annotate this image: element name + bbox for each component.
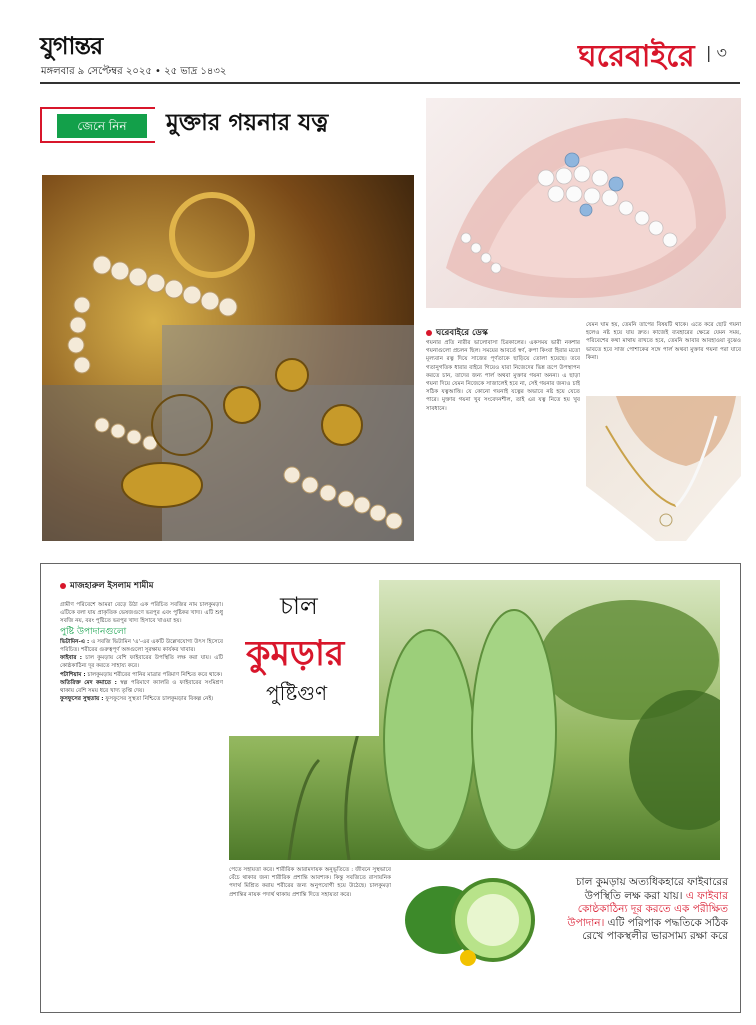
nutrient-label: অতিরিক্ত মেদ কমাতে :	[60, 679, 117, 686]
nutrient-text: ফুসফুসের সুস্থতা নিশ্চিতে চালকুমড়ার বিকল্প নেই।	[105, 696, 214, 703]
article-column-3: পেতে সহায়তা করে। শারীরিক আরামদায়ক অনুভূতিতে : জীবনে সুস্থভাবে বেঁচে থাকার জন্য শারীরিক প্রশান্তি আবশ্যক। কিন্তু সবজিতে রাসায়নিক পদার্থ মিশ্রিত করায় শরীরের জন্য অনুপযোগী হয়ে উঠেছে। চালকুমড়া প্রশান্তির নায়ক পদার্থ থাকায় প্রশান্তি দিতে সহায়তা করে।	[229, 867, 391, 898]
bullet-icon	[60, 583, 66, 589]
article-headline: মুক্তার গয়নার যত্ন	[166, 109, 329, 136]
article-column-1: গয়নার প্রতি নারীর ভালোবাসা চিরকালের। একসময় ভারী নকশার গয়নাগুলো প্রচলন ছিল। সময়ের আবর্তে স্বর্ণ, রুপা কিংবা হিরার মতো মূল্যবান রত্ন দিয়ে সাজের পূর্ণতাকে ছাড়িয়ে তোলা হয়েছে। তবে গতানুগতিক ধারার বাইরে গিয়েও যারা নিজেদের ভিন্ন রূপে উপস্থাপন করতে চান, তাদের জন্য পার্ল অথবা মুক্তার গয়না অনন্য। এ ছাড়া গয়না দিয়ে যেমন নিজেকে সাজালেই হবে না, সেই গয়নার জন্যও চাই সঠিক যত্নআত্তি। যে কোনো গয়নাই যত্নের অভাবে নষ্ট হয়ে যেতে পারে। মুক্তার গয়না খুব সংবেদনশীল, তাই এর যত্ন নিতে হয় খুব সাবধানে।	[426, 340, 580, 412]
bullet-icon	[426, 330, 432, 336]
jewelry-box-photo	[42, 175, 414, 541]
byline	[426, 326, 488, 340]
pull-quote	[548, 876, 728, 944]
subheading: পুষ্টি উপাদানগুলো	[60, 626, 127, 637]
byline	[60, 579, 153, 593]
jewelry-box-image	[42, 175, 414, 541]
nutrient-label: ফাইবার :	[60, 655, 83, 662]
nutrient-text: এ সবজি ভিটামিন 'এ'-এর একটি উল্লেখযোগ্য উৎস হিসেবে পরিচিত। শরীরের গুরুত্বপূর্ণ অঙ্গগুলো সুরক্ষায় কার্যকর খাবার।	[60, 638, 223, 654]
nutrient-item	[60, 679, 223, 695]
pearl-necklace-photo	[586, 396, 741, 541]
pull-quote-highlight: এ ফাইবার কোষ্ঠকাঠিন্য দূর করতে এক পরীক্ষিত উপাদান।	[567, 889, 728, 929]
cut-gourd-photo	[398, 866, 544, 970]
byline-text: মাজহারুল ইসলাম শামীম	[70, 581, 154, 591]
article-title-line-2: কুমড়ার	[246, 633, 345, 674]
page-number-value: ৩	[716, 43, 727, 62]
byline-text: ঘরেবাইরে ডেস্ক	[436, 328, 488, 338]
pearls-in-shell-image	[426, 98, 741, 308]
cut-gourd-image	[398, 866, 544, 970]
kicker-label: জেনে নিন	[57, 114, 147, 138]
nutrient-text: চালকুমড়ায় শরীরের পানির মাত্রার পরিমাণ নিশ্চিত করে থাকে।	[87, 671, 223, 678]
dateline: মঙ্গলবার ৯ সেপ্টেম্বর ২০২৫ • ২৫ ভাদ্র ১৪৩২	[41, 66, 227, 77]
section-title: ঘরেবাইরে	[578, 39, 695, 74]
nutrient-label: ফুসফুসের সুস্থতায় :	[60, 696, 104, 703]
nutrient-text: স্বল্প পরিমাণে ক্যালরি ও ফাইবারের সংমিশ্রণ থাকায় বেশি সময় ধরে খাদ্য তৃপ্তি দেয়।	[60, 679, 223, 695]
pull-quote-intro: চাল কুমড়ায় অত্যধিকহারে ফাইবারের উপস্থিতি লক্ষ করা যায়।	[575, 876, 728, 902]
nutrient-text: চাল কুমড়ায় বেশি ফাইবারের উপস্থিতি লক্ষ করা যায়। এটি কোষ্ঠকাঠিন্য দূর করতে সাহায্য করে।	[60, 655, 223, 670]
left-article-column	[60, 601, 223, 1011]
article-column-2: যেমন ঘাম হয়, তেমনি তাপের বিষয়টি থাকে। এতে করে ছোট গয়না হলেও নষ্ট হয়ে যায় দ্রুত। কাজেই ব্যবহারের ক্ষেত্রে যেমন সময়, পরিবেশের কথা মাথায় রাখতে হবে, তেমনি আবার আবহাওয়া বুঝেও ভাবতে হবে সাজ পোশাকের সঙ্গে পার্ল অথবা মুক্তার গয়না পরা যাবে কিনা।	[586, 322, 741, 361]
article-title-line-3: পুষ্টিগুণ	[266, 681, 328, 705]
necklace-image	[586, 396, 741, 541]
nutrient-label: পটাশিয়াম :	[60, 671, 86, 678]
nutrient-item	[60, 695, 223, 703]
header-rule	[40, 82, 740, 84]
nutrient-item	[60, 671, 223, 679]
pearls-in-shell-photo	[426, 98, 741, 308]
page-number: | ৩	[706, 43, 727, 62]
nutrient-item	[60, 654, 223, 670]
nutrient-label: ভিটামিন-এ :	[60, 638, 90, 645]
newspaper-logo: যুগান্তর	[40, 31, 103, 60]
intro-paragraph: গ্রামীণ পরিবেশে আমরা বেড়ে উঠা এক পরিচিত সবজির নাম চালকুমড়া। এটিকে বলা যায় প্রাকৃতিক ভেষজগুণে ভরপুর এবং পুষ্টিকর খাদ্য। এটি শুধু সবজি নয়, বরং পুষ্টিতে ভরপুর খাদ্য হিসাবে খাওয়া হয়।	[60, 602, 223, 625]
article-title-line-1: চাল	[280, 592, 318, 620]
nutrient-item	[60, 638, 223, 654]
pull-quote-tail: এটি পরিপাক পদ্ধতিকে সঠিক রেখে পাকস্থলীর ভারসাম্য রক্ষা করে	[582, 916, 728, 942]
